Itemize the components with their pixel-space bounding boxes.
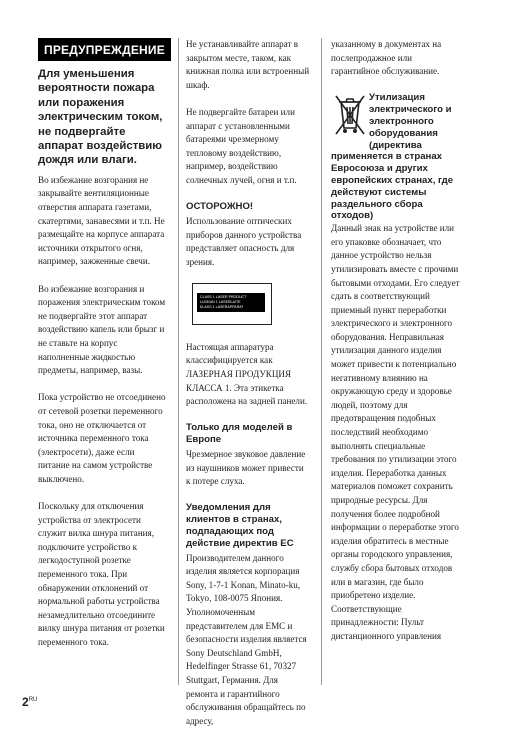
- page-number-value: 2: [22, 695, 29, 709]
- caution-heading: ОСТОРОЖНО!: [186, 201, 254, 213]
- paragraph: Пока устройство не отсоединено от сетевой розетки переменного тока, оно не отключается от источника переменного тока (электросети), даже если питание на самом устройстве выключено.: [38, 392, 166, 484]
- paragraph: Данный знак на устройстве или его упаковке обозначает, что данное устройство нельзя утилизировать вместе с прочими бытовыми отходами. Его следует сдать в соответствующий приемный пункт переработки электрического и электронного оборудования. Неправильная утилизация данного изделия может привести к потенциально негативному влиянию на окружающую среду и здоровье людей, поэтому для предотвращения подобных последствий необходимо выполнять специальные требования по утилизации этого изделия. Переработка данных материалов поможет сохранить природные ресурсы. Для получения более подробной информации о переработке этого изделия обратитесь в местные органы городского управления, службу сбора бытовых отходов или в магазин, где было приобретено изделие. Соответствующие принадлежности: Пульт дистанционного управления: [331, 223, 460, 641]
- language-code: RU: [28, 697, 38, 703]
- paragraph: Использование оптических приборов данного устройства представляет опасность для зрения.: [186, 215, 302, 267]
- warning-banner: ПРЕДУПРЕЖДЕНИЕ: [38, 38, 171, 61]
- column-divider-2: [321, 38, 322, 685]
- column-1: [38, 38, 168, 650]
- column-divider-1: [178, 38, 179, 685]
- column-3: [331, 38, 461, 644]
- warning-lead: Для уменьшения вероятности пожара или поражения электрическим током, не подвергайте аппарат воздействию дождя или влаги.: [38, 68, 163, 167]
- paragraph: Не устанавливайте аппарат в закрытом месте, таком, как книжная полка или встроенный шкаф.: [186, 39, 310, 90]
- weee-heading-cont: применяется в странах Евросоюза и других европейских странах, где действуют системы раздельного сбора отходов): [331, 151, 454, 222]
- laser-label-plate: [197, 293, 265, 312]
- paragraph: Чрезмерное звуковое давление из наушников может привести к потере слуха.: [186, 449, 306, 487]
- laser-label-line: CLASS 1 LASER PRODUCT: [200, 294, 247, 299]
- page-number: [22, 695, 37, 709]
- paragraph: Во избежание возгорания и поражения электрическим током не подвергайте этот аппарат воздействию капель или брызг и не ставьте на корпус наполненные жидкостью предметы, например, вазы.: [38, 283, 166, 376]
- paragraph: Производителем данного изделия является корпорация Sony, 1-7-1 Konan, Minato-ku, Tokyo, 108-0075 Япония. Уполномоченным представителем для EMC и безопасности изделия является Sony Deutschland GmbH, Hedelfinger Strasse 61, 70327 Stuttgart, Германия. Для ремонта и гарантийного обслуживания обращайтесь по адресу,: [186, 552, 307, 726]
- ec-heading: Уведомления для клиентов в странах, подпадающих под действие директив ЕС: [186, 502, 294, 549]
- laser-label-line: KLASS 1 LASERAPPARAT: [200, 304, 244, 309]
- europe-heading: Только для моделей в Европе: [186, 422, 293, 446]
- paragraph: Во избежание возгорания не закрывайте вентиляционные отверстия аппарата газетами, скатертями, занавесями и т.п. Не размещайте на корпусе аппарата источники открытого огня, например, зажженные свечи.: [38, 174, 165, 267]
- column-2: [186, 38, 310, 728]
- weee-block: [331, 92, 461, 151]
- paragraph: Поскольку для отключения устройства от электросети служит вилка шнура питания, подключите устройство к легкодоступной розетке переменного тока. При обнаружении отклонений от нормальной работы устройства незамедлительно отсоедините вилку шнура питания от розетки переменного тока.: [38, 501, 165, 648]
- paragraph: указанному в документах на послепродажное или гарантийное обслуживание.: [331, 39, 442, 77]
- laser-label-image: [192, 283, 272, 325]
- crossed-bin-icon: [331, 92, 369, 142]
- weee-heading: Утилизация электрического и электронного оборудования (директива: [369, 92, 452, 151]
- paragraph: Не подвергайте батареи или аппарат с установленными батареями чрезмерному тепловому воздействию, например, воздействию солнечных лучей, огня и т.п.: [186, 106, 297, 185]
- laser-label-line: LUOKAN 1 LASERLAITE: [200, 299, 241, 304]
- paragraph: Настоящая аппаратура классифицируется как ЛАЗЕРНАЯ ПРОДУКЦИЯ КЛАССА 1. Эта этикетка расположена на задней панели.: [186, 341, 308, 407]
